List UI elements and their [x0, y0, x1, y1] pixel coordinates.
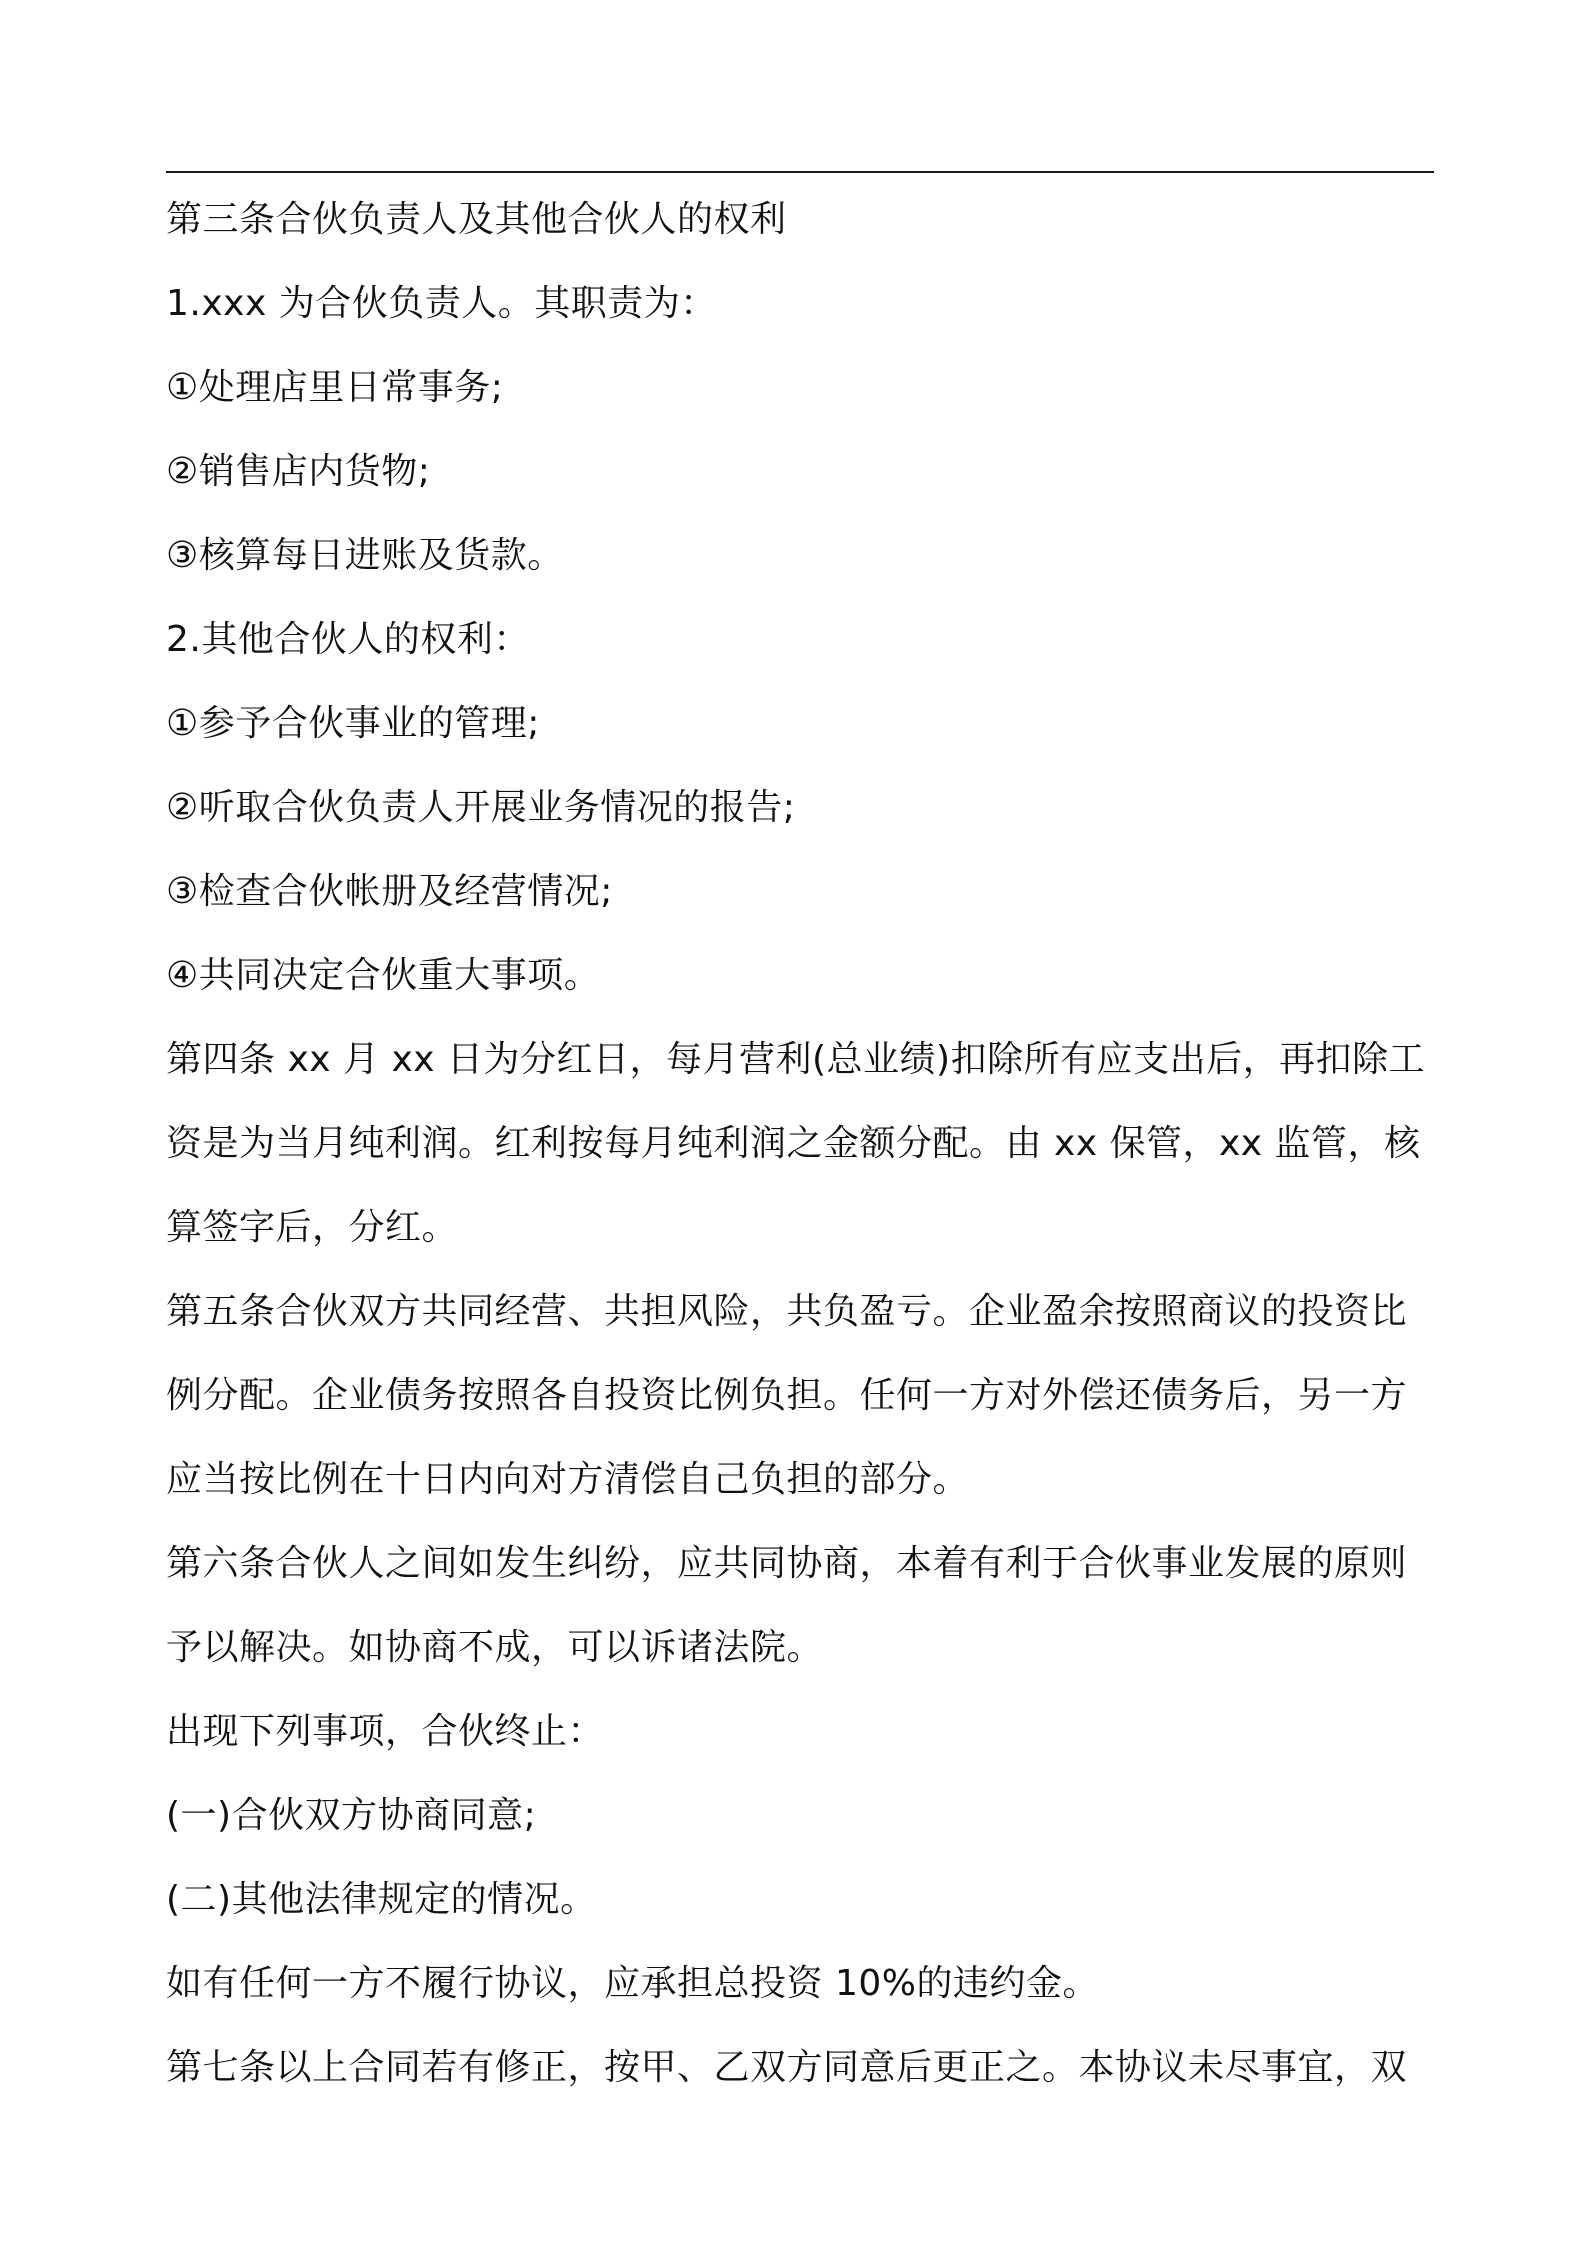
- article-6-line: 第六条合伙人之间如发生纠纷，应共同协商，本着有利于合伙事业发展的原则: [166, 1543, 1408, 1584]
- article-4-line: 算签字后，分红。: [166, 1207, 459, 1248]
- list-item: ④共同决定合伙重大事项。: [166, 955, 601, 996]
- article-4-line: 资是为当月纯利润。红利按每月纯利润之金额分配。由 xx 保管，xx 监管，核: [166, 1123, 1421, 1164]
- article-5-line: 应当按比例在十日内向对方清偿自己负担的部分。: [166, 1459, 970, 1500]
- list-item: ①参予合伙事业的管理;: [166, 703, 540, 744]
- paragraph-line: 2.其他合伙人的权利：: [166, 619, 530, 660]
- list-item: ③核算每日进账及货款。: [166, 535, 564, 576]
- article-7-line: 第七条以上合同若有修正，按甲、乙双方同意后更正之。本协议未尽事宜，双: [166, 2047, 1408, 2088]
- list-item: ②销售店内货物;: [166, 451, 431, 492]
- article-3-heading: 第三条合伙负责人及其他合伙人的权利: [166, 199, 787, 240]
- list-item: ①处理店里日常事务;: [166, 367, 504, 408]
- paragraph-line: 如有任何一方不履行协议，应承担总投资 10%的违约金。: [166, 1963, 1099, 2004]
- article-5-line: 例分配。企业债务按照各自投资比例负担。任何一方对外偿还债务后，另一方: [166, 1375, 1408, 1416]
- list-item: ②听取合伙负责人开展业务情况的报告;: [166, 787, 796, 828]
- header-rule: [166, 171, 1434, 173]
- article-4-line: 第四条 xx 月 xx 日为分红日，每月营利(总业绩)扣除所有应支出后，再扣除工: [166, 1039, 1426, 1080]
- list-item: ③检查合伙帐册及经营情况;: [166, 871, 613, 912]
- list-item: (一)合伙双方协商同意;: [166, 1795, 537, 1836]
- paragraph-line: 1.xxx 为合伙负责人。其职责为：: [166, 283, 717, 324]
- article-6-line: 予以解决。如协商不成，可以诉诸法院。: [166, 1627, 824, 1668]
- list-item: (二)其他法律规定的情况。: [166, 1879, 597, 1920]
- paragraph-line: 出现下列事项，合伙终止：: [166, 1711, 605, 1752]
- document-body: [166, 178, 1441, 2110]
- article-5-line: 第五条合伙双方共同经营、共担风险，共负盈亏。企业盈余按照商议的投资比: [166, 1291, 1408, 1332]
